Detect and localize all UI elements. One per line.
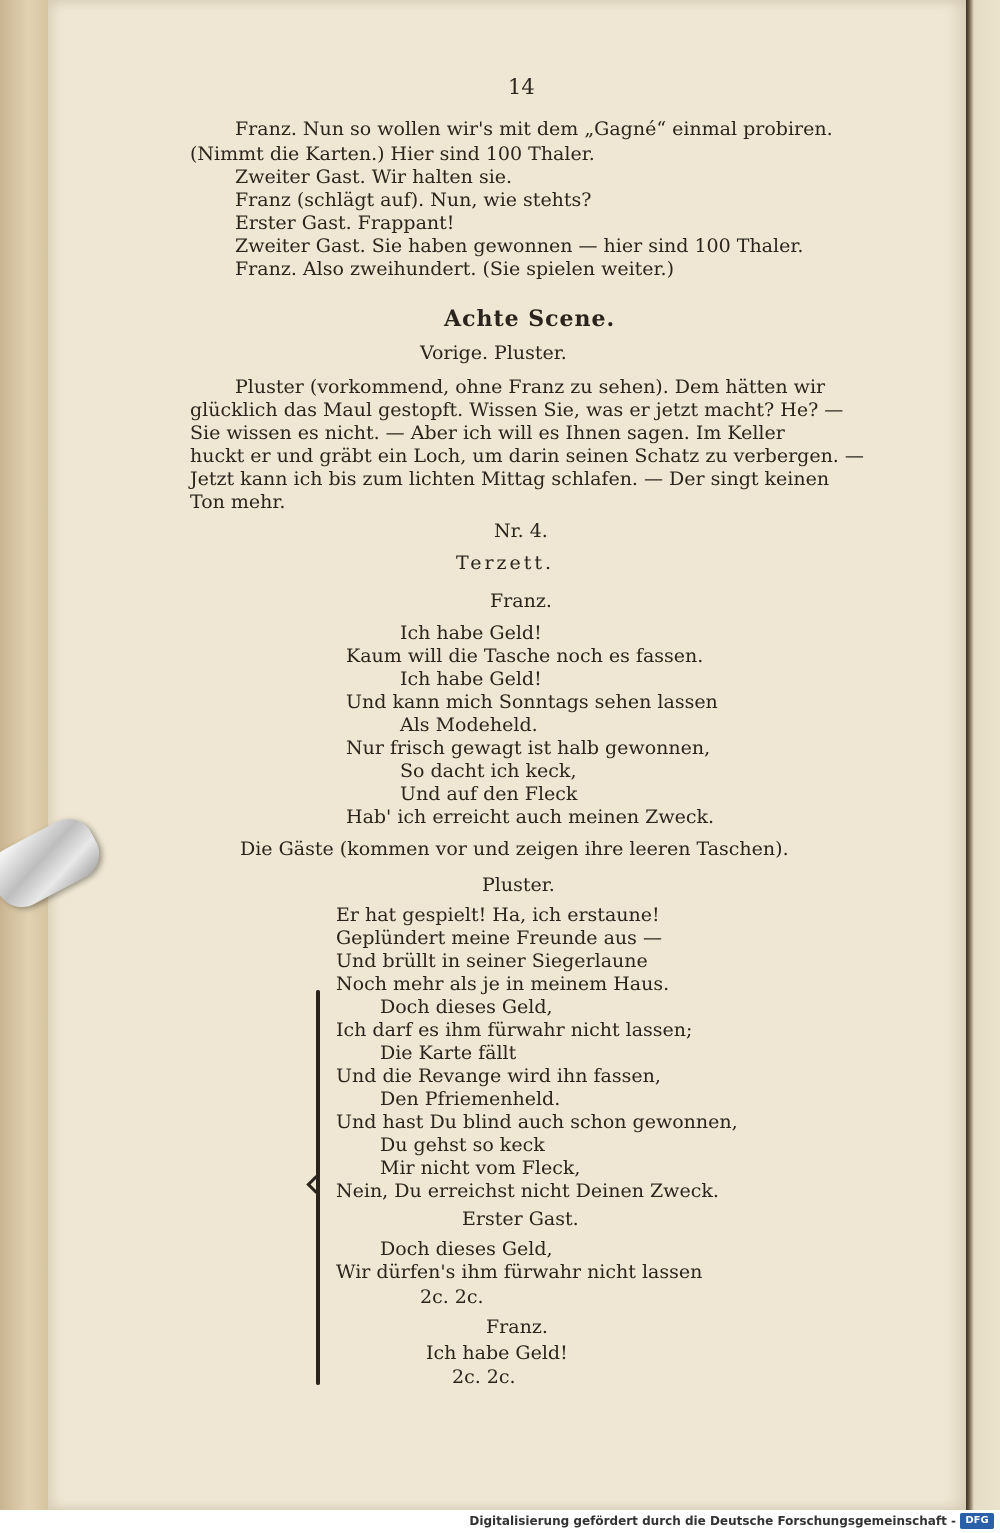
- text-line: Geplündert meine Freunde aus —: [336, 927, 662, 949]
- text-line: (Nimmt die Karten.) Hier sind 100 Thaler.: [190, 143, 595, 165]
- text-line: Und die Revange wird ihn fassen,: [336, 1065, 661, 1087]
- text-line: Und kann mich Sonntags sehen lassen: [346, 691, 718, 713]
- text-line: Ich habe Geld!: [400, 668, 542, 690]
- text-line: Franz. Also zweihundert. (Sie spielen weiter.): [235, 258, 674, 280]
- dfg-logo-icon: DFG: [960, 1513, 994, 1529]
- text-line: Hab' ich erreicht auch meinen Zweck.: [346, 806, 715, 828]
- text-line: Franz.: [490, 590, 552, 612]
- text-line: Erster Gast. Frappant!: [235, 212, 455, 234]
- text-line: So dacht ich keck,: [400, 760, 577, 782]
- text-line: Mir nicht vom Fleck,: [380, 1157, 581, 1179]
- text-line: Terzett.: [456, 552, 555, 574]
- text-line: Ich habe Geld!: [426, 1342, 568, 1364]
- text-line: Nr. 4.: [494, 520, 548, 542]
- text-line: huckt er und gräbt ein Loch, um darin seinen Schatz zu verbergen. —: [190, 445, 864, 467]
- text-line: 2c. 2c.: [452, 1366, 516, 1388]
- text-line: Jetzt kann ich bis zum lichten Mittag schlafen. — Der singt keinen: [190, 468, 830, 490]
- text-line: Franz. Nun so wollen wir's mit dem „Gagné“ einmal probiren.: [235, 118, 833, 140]
- footer-credit: Digitalisierung gefördert durch die Deutsche Forschungsgemeinschaft -: [469, 1514, 956, 1528]
- text-line: Wir dürfen's ihm fürwahr nicht lassen: [336, 1261, 703, 1283]
- text-line: Achte Scene.: [444, 306, 616, 332]
- text-line: Pluster (vorkommend, ohne Franz zu sehen). Dem hätten wir: [235, 376, 826, 398]
- text-line: Zweiter Gast. Sie haben gewonnen — hier sind 100 Thaler.: [235, 235, 804, 257]
- text-line: Kaum will die Tasche noch es fassen.: [346, 645, 704, 667]
- text-line: Die Karte fällt: [380, 1042, 517, 1064]
- text-line: Nein, Du erreichst nicht Deinen Zweck.: [336, 1180, 719, 1202]
- text-line: Du gehst so keck: [380, 1134, 545, 1156]
- text-line: Doch dieses Geld,: [380, 996, 553, 1018]
- text-line: Noch mehr als je in meinem Haus.: [336, 973, 670, 995]
- text-line: glücklich das Maul gestopft. Wissen Sie, was er jetzt macht? He? —: [190, 399, 844, 421]
- text-line: Ton mehr.: [190, 491, 286, 513]
- text-line: Zweiter Gast. Wir halten sie.: [235, 166, 513, 188]
- footer-bar: [0, 1510, 1000, 1533]
- page-number: 14: [508, 75, 535, 99]
- text-line: Sie wissen es nicht. — Aber ich will es Ihnen sagen. Im Keller: [190, 422, 785, 444]
- text-line: Franz.: [486, 1316, 548, 1338]
- text-line: Pluster.: [482, 874, 555, 896]
- text-line: Franz (schlägt auf). Nun, wie stehts?: [235, 189, 592, 211]
- text-line: Und brüllt in seiner Siegerlaune: [336, 950, 648, 972]
- text-line: Erster Gast.: [462, 1208, 579, 1230]
- text-line: Die Gäste (kommen vor und zeigen ihre leeren Taschen).: [240, 838, 789, 860]
- text-line: Nur frisch gewagt ist halb gewonnen,: [346, 737, 711, 759]
- text-line: Doch dieses Geld,: [380, 1238, 553, 1260]
- page-gutter: [966, 0, 1000, 1510]
- text-line: Ich darf es ihm fürwahr nicht lassen;: [336, 1019, 693, 1041]
- text-line: Als Modeheld.: [400, 714, 538, 736]
- text-line: Ich habe Geld!: [400, 622, 542, 644]
- text-line: Vorige. Pluster.: [420, 342, 567, 364]
- text-line: Und hast Du blind auch schon gewonnen,: [336, 1111, 738, 1133]
- text-line: Er hat gespielt! Ha, ich erstaune!: [336, 904, 660, 926]
- text-line: Und auf den Fleck: [400, 783, 578, 805]
- text-line: 2c. 2c.: [420, 1286, 484, 1308]
- book-edge: [0, 0, 49, 1510]
- text-line: Den Pfriemenheld.: [380, 1088, 561, 1110]
